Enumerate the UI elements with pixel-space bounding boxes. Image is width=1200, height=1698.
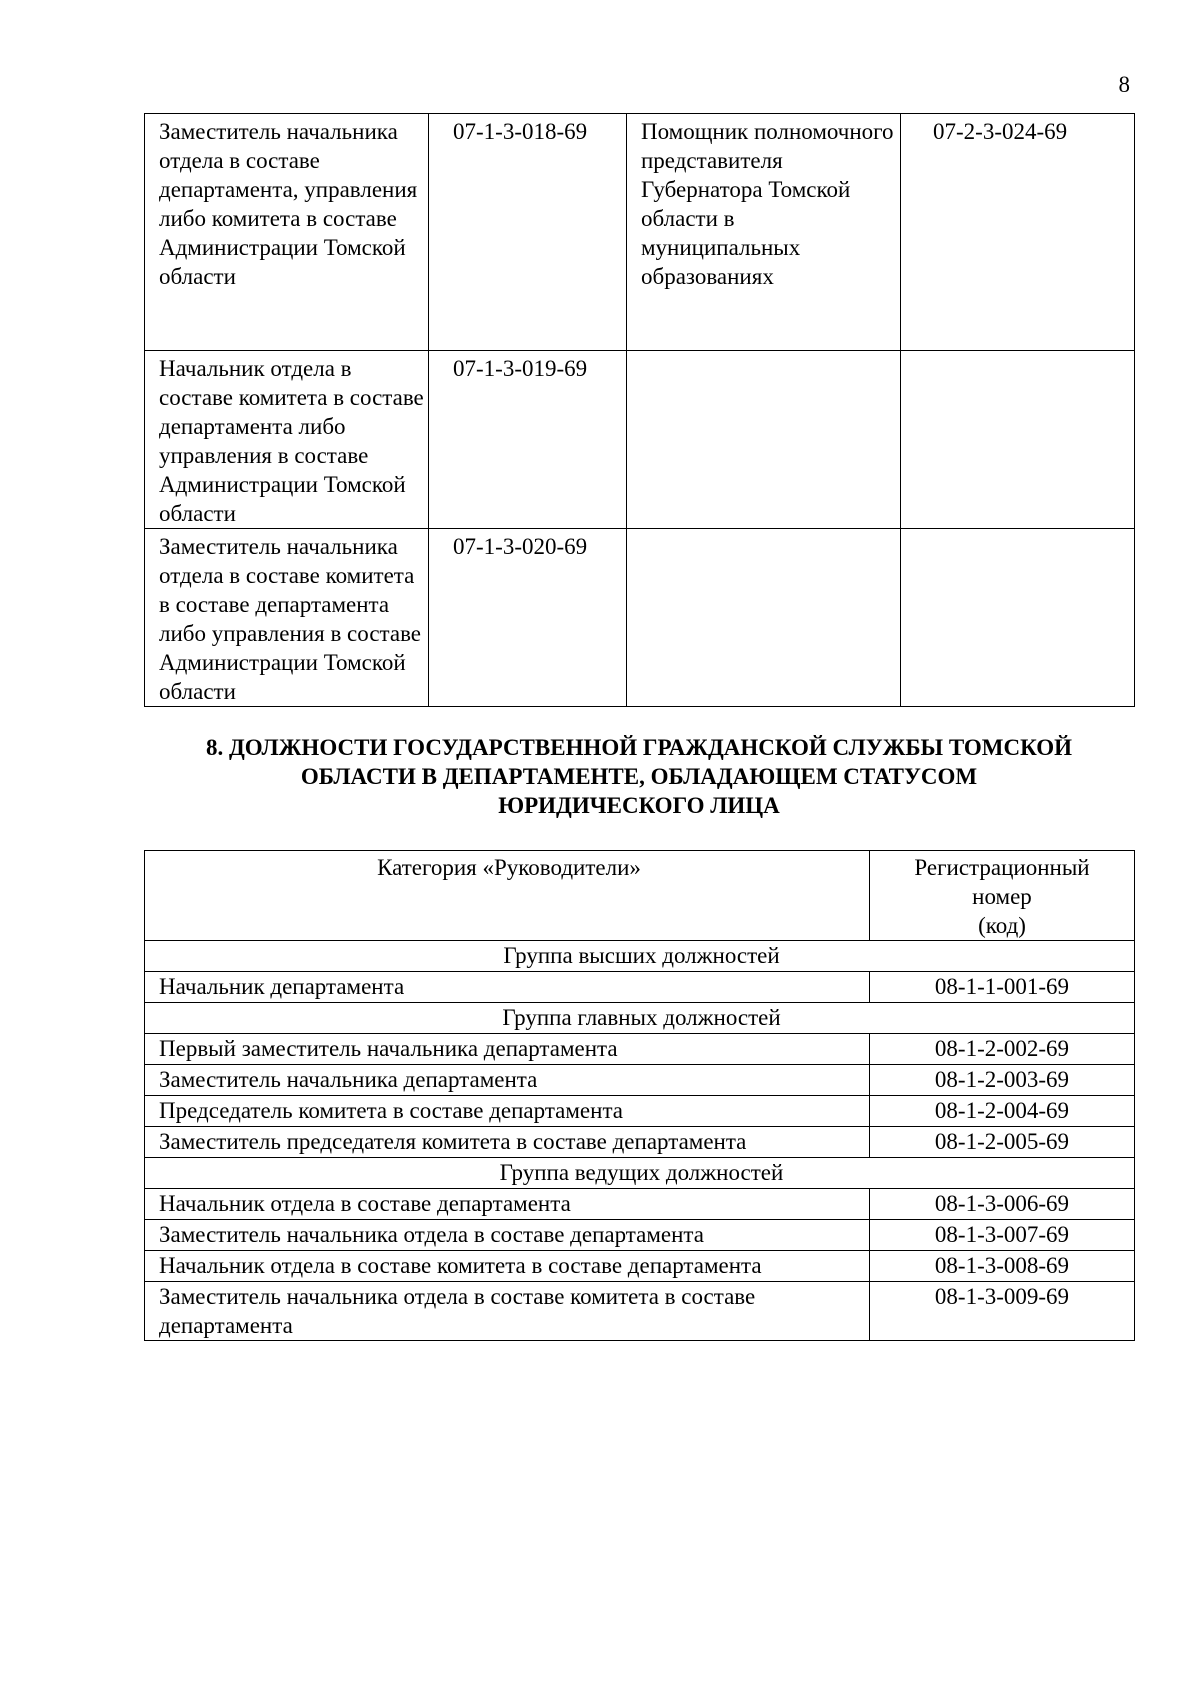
- header-line: (код): [978, 913, 1026, 938]
- registration-code-cell: [901, 351, 1135, 529]
- registration-code-cell: 08-1-2-003-69: [870, 1065, 1135, 1096]
- position-title-cell: Заместитель начальника отдела в составе департамента, управления либо комитета в составе Администрации Томской области: [145, 114, 429, 351]
- registration-code-cell: [901, 529, 1135, 707]
- table-row: [145, 972, 1135, 1003]
- section-title-line: ЮРИДИЧЕСКОГО ЛИЦА: [498, 793, 780, 818]
- registration-code-cell: 08-1-3-009-69: [870, 1282, 1135, 1341]
- registration-number-header: [870, 851, 1135, 941]
- table-row: [145, 1220, 1135, 1251]
- position-title-cell: [627, 529, 901, 707]
- table-header-row: [145, 851, 1135, 941]
- position-title-cell: Начальник департамента: [145, 972, 870, 1003]
- table-row: [145, 1096, 1135, 1127]
- department-positions-table: [144, 850, 1135, 1341]
- table-row: [145, 1065, 1135, 1096]
- registration-code-cell: 08-1-1-001-69: [870, 972, 1135, 1003]
- section-title-line: 8. ДОЛЖНОСТИ ГОСУДАРСТВЕННОЙ ГРАЖДАНСКОЙ СЛУЖБЫ ТОМСКОЙ: [205, 735, 1073, 760]
- position-title-cell: Заместитель начальника отдела в составе департамента: [145, 1220, 870, 1251]
- page-number: 8: [1118, 72, 1130, 97]
- table-row: [145, 1127, 1135, 1158]
- group-row: [145, 1158, 1135, 1189]
- registration-code-cell: 08-1-3-007-69: [870, 1220, 1135, 1251]
- table-row: [145, 1189, 1135, 1220]
- group-title: Группа ведущих должностей: [145, 1158, 1135, 1189]
- table-row: [145, 529, 1135, 707]
- group-title: Группа высших должностей: [145, 941, 1135, 972]
- position-title-cell: Заместитель председателя комитета в составе департамента: [145, 1127, 870, 1158]
- registration-code-cell: 07-2-3-024-69: [901, 114, 1135, 351]
- position-title-cell: Заместитель начальника отдела в составе комитета в составе департамента либо управления в составе Администрации Томской области: [145, 529, 429, 707]
- category-header: Категория «Руководители»: [145, 851, 870, 941]
- table-row: [145, 114, 1135, 351]
- position-title-cell: Заместитель начальника департамента: [145, 1065, 870, 1096]
- position-title-cell: Начальник отдела в составе комитета в составе департамента либо управления в составе Администрации Томской области: [145, 351, 429, 529]
- registration-code-cell: 08-1-3-008-69: [870, 1251, 1135, 1282]
- position-title-cell: Начальник отдела в составе департамента: [145, 1189, 870, 1220]
- registration-code-cell: 08-1-2-005-69: [870, 1127, 1135, 1158]
- registration-code-cell: 08-1-3-006-69: [870, 1189, 1135, 1220]
- registration-code-cell: 08-1-2-002-69: [870, 1034, 1135, 1065]
- header-line: номер: [972, 884, 1032, 909]
- group-row: [145, 941, 1135, 972]
- header-line: Регистрационный: [914, 855, 1090, 880]
- registration-code-cell: 08-1-2-004-69: [870, 1096, 1135, 1127]
- positions-table-continued: [144, 113, 1135, 707]
- position-title-cell: Председатель комитета в составе департамента: [145, 1096, 870, 1127]
- registration-code-cell: 07-1-3-020-69: [429, 529, 627, 707]
- position-title-cell: Заместитель начальника отдела в составе комитета в составе департамента: [145, 1282, 870, 1341]
- registration-code-cell: 07-1-3-019-69: [429, 351, 627, 529]
- table-row: [145, 1251, 1135, 1282]
- table-row: [145, 1034, 1135, 1065]
- position-title-cell: Первый заместитель начальника департамента: [145, 1034, 870, 1065]
- section-title: [144, 733, 1134, 820]
- position-title-cell: [627, 351, 901, 529]
- table-row: [145, 351, 1135, 529]
- table-row: [145, 1282, 1135, 1341]
- position-title-cell: Помощник полномочного представителя Губернатора Томской области в муниципальных образованиях: [627, 114, 901, 351]
- group-title: Группа главных должностей: [145, 1003, 1135, 1034]
- section-title-line: ОБЛАСТИ В ДЕПАРТАМЕНТЕ, ОБЛАДАЮЩЕМ СТАТУСОМ: [300, 764, 978, 789]
- position-title-cell: Начальник отдела в составе комитета в составе департамента: [145, 1251, 870, 1282]
- registration-code-cell: 07-1-3-018-69: [429, 114, 627, 351]
- group-row: [145, 1003, 1135, 1034]
